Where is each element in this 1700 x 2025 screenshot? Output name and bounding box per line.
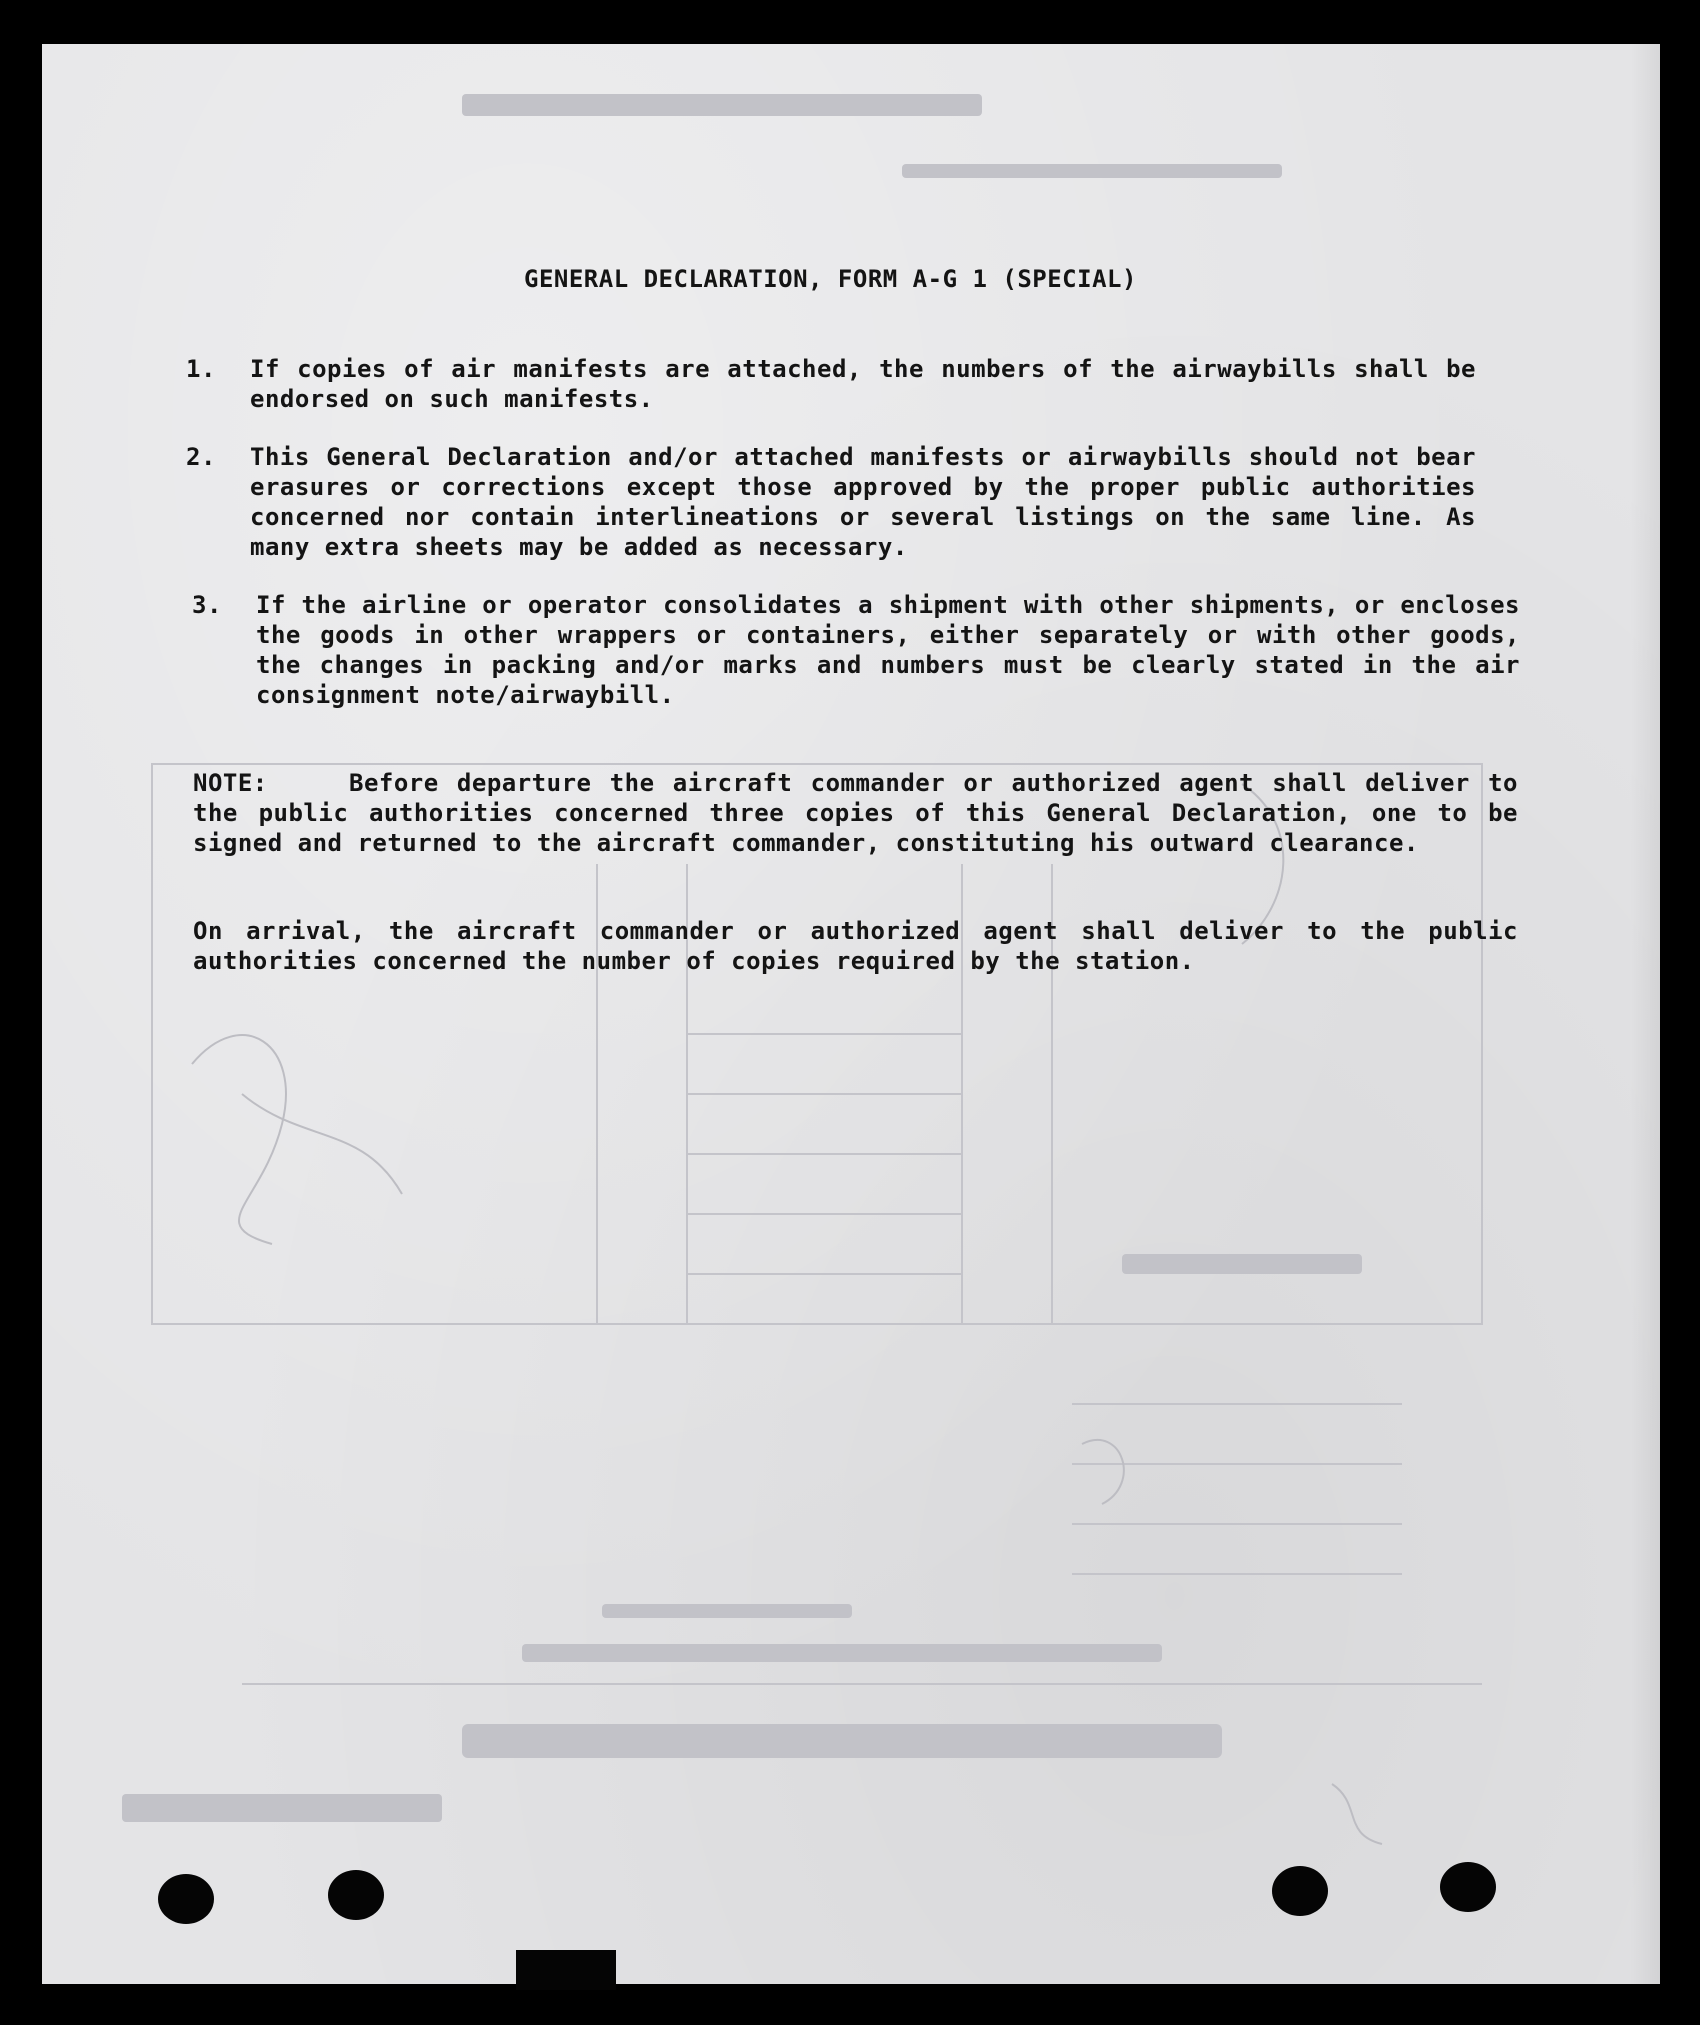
item-number: 1. bbox=[186, 355, 216, 383]
form-title: GENERAL DECLARATION, FORM A-G 1 (SPECIAL) bbox=[524, 265, 1137, 293]
item-text: This General Declaration and/or attached manifests or airwaybills should not bear erasures or corrections except those approved by the proper public authorities concerned nor contain interlineations or several listings on the same line. As many extra sheets may be added as necessary. bbox=[250, 443, 1476, 561]
punch-hole-right-2 bbox=[1440, 1862, 1496, 1912]
punch-hole-right-1 bbox=[1272, 1866, 1328, 1916]
arrival-note: On arrival, the aircraft commander or authorized agent shall deliver to the public authorities concerned the number of copies required by the station. bbox=[193, 917, 1518, 975]
item-number: 3. bbox=[192, 591, 222, 619]
instruction-item-1 bbox=[186, 354, 1476, 414]
document-page bbox=[42, 44, 1660, 1984]
item-number: 2. bbox=[186, 443, 216, 471]
binding-tab bbox=[516, 1950, 616, 1990]
departure-note bbox=[193, 768, 1518, 858]
item-text: If the airline or operator consolidates a shipment with other shipments, or encloses the goods in other wrappers or containers, either separately or with other goods, the changes in packing and/or marks and numbers must be clearly stated in the air consignment note/airwaybill. bbox=[256, 591, 1520, 709]
bleed-through-show-through bbox=[42, 44, 1660, 1984]
page-edge-shadow bbox=[1630, 44, 1660, 1984]
note-text: Before departure the aircraft commander or authorized agent shall deliver to the public authorities concerned three copies of this General Declaration, one to be signed and returned to the aircraft commander, constituting his outward clearance. bbox=[193, 769, 1518, 857]
item-text: If copies of air manifests are attached, the numbers of the airwaybills shall be endorsed on such manifests. bbox=[250, 355, 1476, 413]
punch-hole-left-1 bbox=[158, 1874, 214, 1924]
instruction-item-3 bbox=[192, 590, 1520, 710]
instruction-item-2 bbox=[186, 442, 1476, 562]
note-label: NOTE: bbox=[193, 769, 268, 797]
punch-hole-left-2 bbox=[328, 1870, 384, 1920]
